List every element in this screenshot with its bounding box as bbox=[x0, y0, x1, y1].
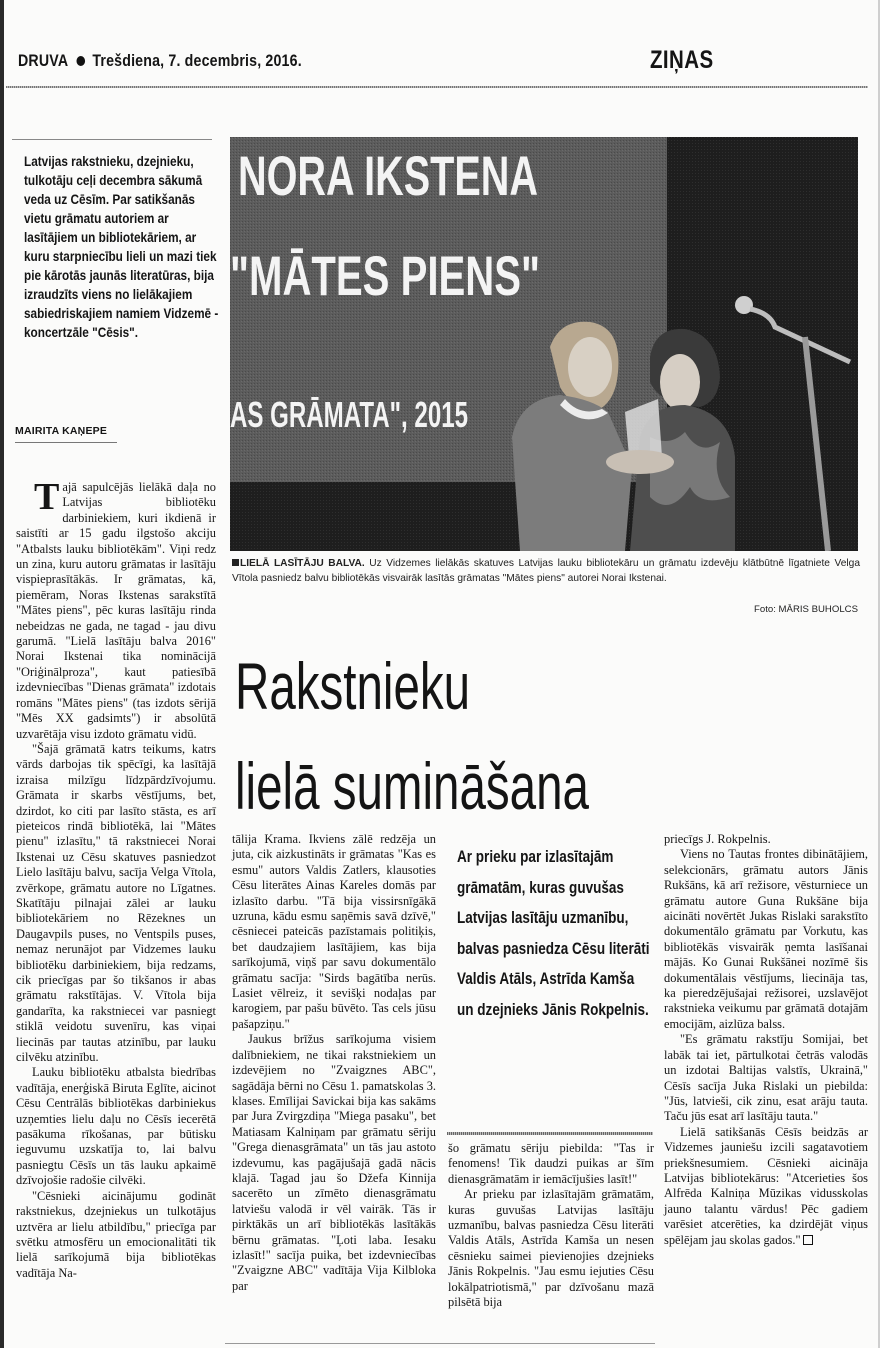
body-paragraph bbox=[16, 476, 216, 742]
photo-caption bbox=[232, 556, 860, 586]
paper-name: DRUVA bbox=[18, 52, 69, 70]
body-paragraph: "Šajā grāmatā katrs teikums, katrs vārds darbojas tik spēcīgi, ka lasītājā izraisa milzīgu līdzpārdzīvojumu. Grāmata ir skarbs vēstījums, bet, dzirdot, ko citi par lasīto stāsta, es arī pieteicos rindā bibliotēkā, lai "Mātes pienu" izlasītu," tā rakstniecei Norai Ikstenai uz Cēsu skatuves pasniedzot Lielo lasītāju balvu, sacīja Velga Vītola, zvērkope, grāmatu autore no Līgatnes. Skatītāju pilnajai zālei ar lauku bibliotekāriem no Rēzeknes un Daugavpils puses, no Ventspils puses, nemaz nerunājot par Vidzemes lauku bibliotēku darbiniekiem, bija redzams, cik priecīgas par šo tikšanos ir abas grāmatu rakstītājas. V. Vītola bija gandarīta, ka rakstniecei var pasniegt stiklā veidotu suvenīru, kas viņai liecinās par tautas atzinību, par lauku cilvēku atzinību. bbox=[16, 741, 216, 1065]
headline-line-2: lielā sumināšana bbox=[235, 749, 589, 823]
end-mark-icon bbox=[803, 1235, 813, 1245]
body-paragraph: "Cēsnieki aicinājumu godināt rakstniekus, dzejniekus un tulkotājus uztvēra ar lielu atbildību," priecīga par svētku atmosfēru un emocionalitāti tik lielā sarīkojumā bija bibliotēkas vadītāja Na- bbox=[16, 1188, 216, 1280]
body-paragraph: priecīgs J. Rokpelnis. bbox=[664, 832, 771, 846]
caption-square-icon bbox=[232, 559, 239, 566]
caption-text: Uz Vidzemes lielākās skatuves Latvijas lauku bibliotekāru un grāmatu izdevēju klātbūtnē līgatniete Velga Vītola pasniedz balvu bibliotēkās visvairāk lasītās grāmatas "Mātes piens" autorei Norai Ikstenai. bbox=[232, 558, 860, 584]
paragraph-text: Lielā satikšanās Cēsīs beidzās ar Vidzemes jauniešu izcili sagatavotiem priekšnesumiem. Cēsnieki aicināja Latvijas bibliotekārus: "Atcerieties šos Alfrēda Kalniņa Mūzikas vidusskolas jauno talantu vārdus! Pēc gadiem varēsiet atcerēties, ka dzirdējāt viņus spēlējam jau skolas gados." bbox=[664, 1124, 868, 1247]
body-column-2 bbox=[232, 832, 436, 1294]
photo-illustration bbox=[230, 137, 858, 551]
screen-text-publisher: AS GRĀMATA", 2015 bbox=[230, 394, 468, 435]
page-left-edge bbox=[0, 0, 4, 1348]
author-rule bbox=[15, 442, 117, 443]
body-paragraph bbox=[664, 1125, 868, 1248]
pull-quote-rule bbox=[447, 1132, 653, 1135]
body-column-4 bbox=[664, 832, 868, 1248]
screen-text-title: "MĀTES PIENS" bbox=[230, 244, 540, 307]
body-paragraph: Jaukus brīžus sarīkojuma visiem dalībniekiem, ne tikai rakstniekiem un izdevējiem no "Zvaigznes ABC", sagādāja bērni no Cēsu 1. pamatskolas 3. klases. Emīlijai Savickai bija kas sakāms par Jura Zvirgzdiņa "Miega pasaku", bet Matiasam Kalniņam par grāmatu sēriju "Grega dienasgrāmata" un tās jau astoto izdevumu, kas pagājušajā gadā nācis klajā. Tagad jau šo Džefa Kinnija sacerēto un zīmēto dienasgrāmatu latviešu valodā ir vēl vairāk. Tās ir pirktākās un arī bibliotēkās lasītākās bērnu grāmatas. "Ļoti laba. Iesaku izlasīt!" sacīja puika, bet izdevniecības "Zvaigzne ABC" vadītāja Vija Kilbloka par bbox=[232, 1032, 436, 1293]
body-paragraph: tālija Krama. Ikviens zālē redzēja un juta, cik aizkustināts ir grāmatas "Kas es esmu" autors Valdis Zatlers, klausoties Cēsu literātes Ainas Kareles domās par izlasīto darbu. "Tā bija vissirsnīgākā uzruna, kādu esmu saņēmis savā dzīvē," cēsniecei pateicās pazīstamais politiķis, bet daudzajiem lasītājiem, kas bija sarīkojumā, viņš par savu dokumentālo grāmatu sacīja: "Sirds bagātība nerūs. Lasiet vēlreiz, it sevišķi nodaļas par karogiem, par pašu būvēto. Tas cels jūsu pašapziņu." bbox=[232, 832, 436, 1031]
photo-credit: Foto: MĀRIS BUHOLCS bbox=[754, 604, 858, 615]
author-byline: MAIRITA KAŅEPE bbox=[15, 425, 108, 437]
body-column-3 bbox=[448, 1141, 654, 1310]
award-photo bbox=[230, 137, 858, 551]
bottom-rule bbox=[225, 1343, 655, 1344]
header-rule bbox=[6, 86, 868, 88]
masthead bbox=[18, 52, 302, 71]
issue-date: Trešdiena, 7. decembris, 2016. bbox=[92, 52, 302, 70]
lead-rule bbox=[12, 139, 212, 140]
body-column-1 bbox=[16, 476, 216, 1281]
bullet-icon bbox=[77, 56, 86, 66]
article-headline bbox=[235, 636, 589, 836]
section-title: ZIŅAS bbox=[650, 46, 714, 74]
drop-cap: T bbox=[34, 476, 60, 518]
body-paragraph: šo grāmatu sēriju piebilda: "Tas ir fenomens! Tik daudzi puikas ar šīm dienasgrāmatām ir iemācījušies lasīt!" bbox=[448, 1141, 654, 1186]
caption-title: LIELĀ LASĪTĀJU BALVA. bbox=[240, 558, 365, 569]
screen-text-author: NORA IKSTENA bbox=[238, 144, 538, 207]
body-paragraph: "Es grāmatu rakstīju Somijai, bet labāk tai iet, pārtulkotai četrās valodās un izdotai Baltijas valstīs, Ukrainā," Cēsīs sacīja Juka Rislaki un piebilda: "Jūs, latvieši, cik zinu, esat arāju tauta. Taču jūs esat arī lasītāju tauta." bbox=[664, 1032, 868, 1124]
paragraph-text: ajā sapulcējās lielākā daļa no Latvijas bibliotēku darbiniekiem, kuri ikdienā ir saistīti ar 15 gadu ilgstošo akciju "Atbalsts lauku bibliotēkām". Viņi redz un zina, kuru autoru grāmatas ir lasītāju vispieprasītākās. Ir grāmatas, kā, piemēram, Noras Ikstenas sarakstītā "Mātes piens", pēc kuras lasītāju rinda nebeidzas ne gada, ne tagad - jau divu garumā. "Lielā lasītāju balva 2016" Norai Ikstenai tika nominācijā "Oriģinālproza", kaut patiesībā izdevniecības "Dienas grāmata" izdotais romāns "Mātes piens" (tas izdots sērijā "Mēs XX gadsimts") ir absolūtā uzvarētāja visu izdoto grāmatu vidū. bbox=[16, 480, 216, 741]
body-paragraph: Viens no Tautas frontes dibinātājiem, selekcionārs, grāmatu autors Jānis Rukšāns, kā arī režisore, vēsturniece un grāmatu autore Guna Rukšāne bija aicināti novērtēt Jukas Rislaki sarakstīto dokumentālo grāmatu par Vorkutu, kas bibliotēkās visvairāk ņemta lasīšanai mājās. Ko Gunai Rukšānei nozīmē šis dokumentālais vēstījums, liecināja tas, ka pieredzējušajai režisorei, uzslavējot rakstnieka veikumu par grāmatā dotajām emocijām, aizlūza balss. bbox=[664, 847, 868, 1031]
lead-paragraph: Latvijas rakstnieku, dzejnieku, tulkotāju ceļi decembra sākumā veda uz Cēsīm. Par satikšanās vietu grāmatu autoriem ar lasītājiem un bibliotekāriem, ar kuru starpniecību lieli un mazi tiek pie kārotās jaunās literatūras, bija izraudzīts viens no lielākajiem sabiedriskajiem namiem Vidzemē - koncertzāle "Cēsis". bbox=[24, 154, 219, 340]
pull-quote: Ar prieku par izlasītajām grāmatām, kuras guvušas Latvijas lasītāju uzmanību, balvas pasniedza Cēsu literāti Valdis Atāls, Astrīda Kamša un dzejnieks Jānis Rokpelnis. bbox=[457, 848, 650, 1019]
body-paragraph: Ar prieku par izlasītajām grāmatām, kuras guvušas Latvijas lasītāju uzmanību, balvas pasniedza Cēsu literāti Valdis Atāls, Astrīda Kamša un nesen cēsnieku saimei pievienojies dzejnieks Jānis Rokpelnis. "Jau esmu iejuties Cēsu lokālpatriotismā," par dzīvošanu mazā pilsētā bija bbox=[448, 1187, 654, 1310]
body-paragraph: Lauku bibliotēku atbalsta biedrības vadītāja, enerģiskā Biruta Eglīte, aicinot Cēsu Centrālās bibliotēkas darbiniekus uzņemties lielu daļu no Cēsīs iecerētā pasākuma rīkošanas, par būtisku ieguvumu uzskatīja to, lai balvu pasniegtu Cēsīs un tās lauku apkaimē dzīvojošie radošie cilvēki. bbox=[16, 1065, 216, 1188]
headline-line-1: Rakstnieku bbox=[235, 649, 471, 723]
